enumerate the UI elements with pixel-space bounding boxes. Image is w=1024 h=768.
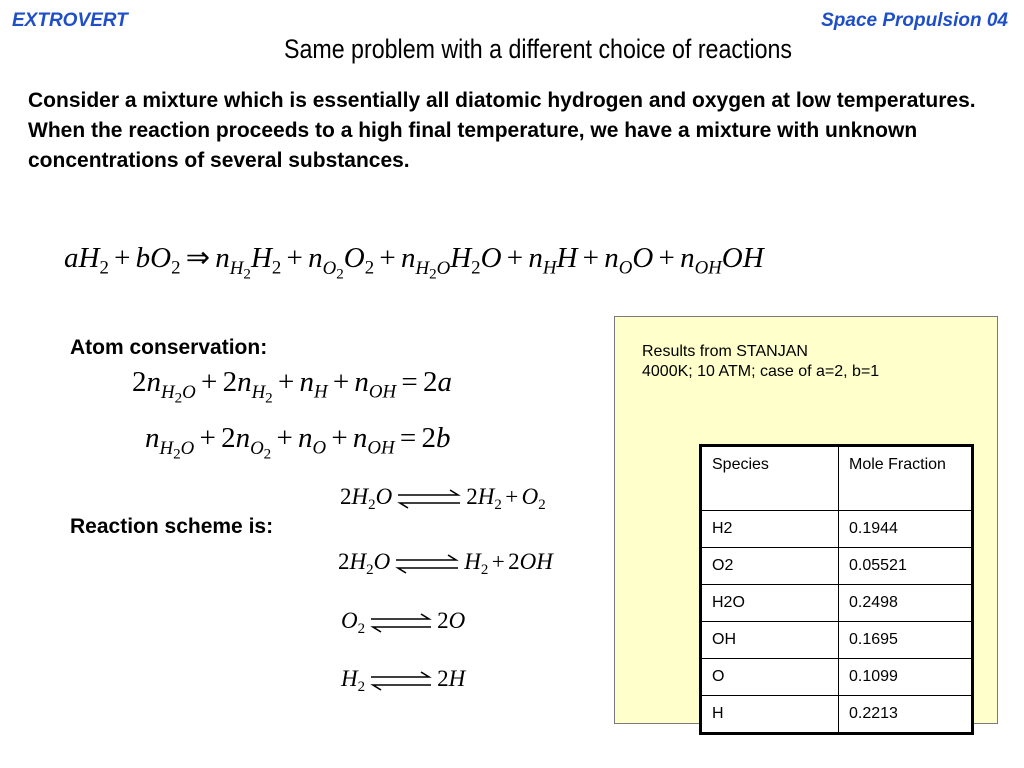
mole-fraction-cell: 0.2498 (839, 585, 973, 622)
atom-conservation-label: Atom conservation: (70, 336, 268, 359)
stanjan-results-panel (614, 316, 998, 724)
table-row (701, 548, 973, 585)
equilibrium-arrow-icon (369, 671, 433, 691)
reaction-h2-dissociation: $H_2$ 2H (341, 666, 466, 696)
column-header-species: Species (701, 446, 839, 511)
species-cell: O (701, 659, 839, 696)
reaction-o2-dissociation: $O_2$ 2O (341, 608, 466, 638)
header-right-label: Space Propulsion 04 (821, 10, 1008, 31)
table-row (701, 659, 973, 696)
overall-reaction-equation: $aH_2 + bO_2$ ⇒ $n_{H_2}H_2 + n_{O_2}O_2 + n_{H_2O}H_2O + n_HH + n_OO + n_{OH}OH$ (64, 242, 764, 283)
equilibrium-arrow-icon (396, 489, 462, 509)
mole-fraction-cell: 0.05521 (839, 548, 973, 585)
reaction-scheme-label: Reaction scheme is: (70, 515, 274, 538)
mole-fraction-table (699, 444, 974, 735)
header-left-label: EXTROVERT (12, 10, 128, 31)
table-row (701, 622, 973, 659)
equilibrium-arrow-icon (394, 554, 460, 574)
table-row (701, 511, 973, 548)
reaction-water-to-h2-o2: $2H_2O$ $2H_2 + O_2$ (340, 484, 546, 514)
mole-fraction-cell: 0.2213 (839, 696, 973, 734)
table-row (701, 696, 973, 734)
results-source-line: Results from STANJAN (642, 343, 808, 360)
mole-fraction-cell: 0.1695 (839, 622, 973, 659)
species-cell: OH (701, 622, 839, 659)
table-row (701, 585, 973, 622)
slide-title: Same problem with a different choice of reactions (283, 34, 793, 64)
intro-paragraph: Consider a mixture which is essentially all diatomic hydrogen and oxygen at low temperatures. When the reaction proceeds to a high final temperature, we have a mixture with unknown concentrations of several substances. (28, 89, 976, 172)
results-conditions-line: 4000K; 10 ATM; case of a=2, b=1 (642, 363, 880, 380)
species-cell: H2 (701, 511, 839, 548)
mole-fraction-cell: 0.1944 (839, 511, 973, 548)
species-cell: H2O (701, 585, 839, 622)
species-cell: O2 (701, 548, 839, 585)
table-header-row (701, 446, 973, 511)
mole-fraction-cell: 0.1099 (839, 659, 973, 696)
oxygen-conservation-equation: $n_{H_2O} + 2n_{O_2}+ n_O + n_{OH} = 2b$ (145, 422, 451, 463)
hydrogen-conservation-equation: $2n_{H_2O} + 2n_{H_2}+ n_H + n_{OH} = 2a$ (132, 366, 452, 407)
reaction-water-to-h2-oh: $2H_2O$ $H_2 + 2OH$ (338, 549, 553, 579)
equilibrium-arrow-icon (369, 613, 433, 633)
species-cell: H (701, 696, 839, 734)
column-header-mole-fraction: Mole Fraction (839, 446, 973, 511)
